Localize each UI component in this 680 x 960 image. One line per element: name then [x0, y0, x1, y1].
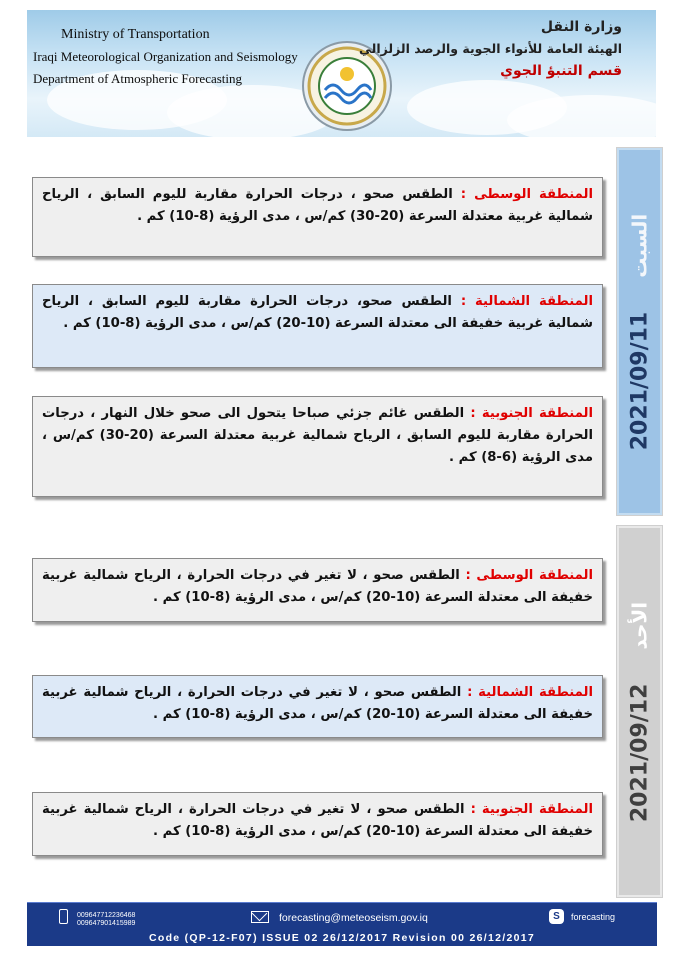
- region-label: المنطقة الجنوبية :: [470, 406, 594, 421]
- forecast-text: الطقس غائم جزئي صباحا يتحول الى صحو خلال النهار ، درجات الحرارة مقاربة لليوم السابق ، الرياح شمالية غربية معتدلة السرعة (20-30) كم/س ، مدى الرؤية (6-8) كم .: [42, 406, 593, 465]
- region-label: المنطقة الوسطى :: [465, 568, 593, 583]
- forecast-box-south: [32, 396, 603, 497]
- date-bar-day2: [617, 526, 662, 897]
- footer-bar: [27, 902, 657, 946]
- phone-numbers: [77, 912, 135, 928]
- region-label: المنطقة الشمالية :: [460, 294, 593, 309]
- region-label: المنطقة الجنوبية :: [470, 802, 593, 817]
- organization-name-ar: الهيئة العامة للأنواء الجوية والرصد الزلزالي: [359, 41, 622, 56]
- phone-icon: [59, 909, 68, 924]
- header-arabic: [359, 16, 622, 82]
- forecast-box-north: [32, 675, 603, 738]
- forecast-text: الطقس صحو ، لا تغير في درجات الحرارة ، الرياح شمالية غربية خفيفة الى معتدلة السرعة (10-20) كم/س ، مدى الرؤية (8-10) كم .: [42, 802, 593, 839]
- mail-icon: [251, 911, 269, 923]
- ministry-name-ar: وزارة النقل: [540, 19, 622, 35]
- forecast-text: الطقس صحو ، درجات الحرارة مقاربة لليوم السابق ، الرياح شمالية غربية معتدلة السرعة (20-30) كم/س ، مدى الرؤية (8-10) كم .: [42, 187, 593, 224]
- department-name-ar: قسم التنبؤ الجوي: [500, 63, 622, 79]
- forecast-box-north: [32, 284, 603, 368]
- skype-link[interactable]: forecasting: [571, 912, 616, 922]
- email-link[interactable]: forecasting@meteoseism.gov.iq: [279, 912, 428, 924]
- region-label: المنطقة الوسطى :: [460, 187, 593, 202]
- forecast-box-central: [32, 558, 603, 622]
- forecast-box-south: [32, 792, 603, 856]
- skype-icon: S: [549, 909, 564, 924]
- header-banner: [27, 10, 656, 137]
- day-label: الأحد: [627, 601, 651, 650]
- date-bar-day1: [617, 148, 662, 515]
- document-code: Code (QP-12-F07) ISSUE 02 26/12/2017 Revision 00 26/12/2017: [148, 932, 536, 944]
- department-name-en: Department of Atmospheric Forecasting: [33, 71, 243, 86]
- region-label: المنطقة الشمالية :: [467, 685, 593, 700]
- forecast-text: الطقس صحو، درجات الحرارة مقاربة لليوم السابق ، الرياح شمالية غربية خفيفة الى معتدلة السرعة (10-20) كم/س ، مدى الرؤية (8-10) كم .: [42, 294, 593, 331]
- header-english: [33, 24, 298, 90]
- ministry-name-en: Ministry of Transportation: [61, 27, 210, 42]
- forecast-text: الطقس صحو ، لا تغير في درجات الحرارة ، الرياح شمالية غربية خفيفة الى معتدلة السرعة (10-20) كم/س ، مدى الرؤية (8-10) كم .: [42, 685, 593, 722]
- forecast-text: الطقس صحو ، لا تغير في درجات الحرارة ، الرياح شمالية غربية خفيفة الى معتدلة السرعة (10-20) كم/س ، مدى الرؤية (8-10) كم .: [42, 568, 593, 605]
- date-label: 2021/09/12: [627, 683, 652, 822]
- forecast-box-central: [32, 177, 603, 257]
- phone-number: 009647901415989: [77, 920, 136, 927]
- phone-number: 009647712236468: [77, 912, 136, 919]
- date-label: 2021/09/11: [627, 311, 652, 450]
- day-label: السبت: [627, 213, 651, 278]
- organization-name-en: Iraqi Meteorological Organization and Seismology: [33, 49, 298, 64]
